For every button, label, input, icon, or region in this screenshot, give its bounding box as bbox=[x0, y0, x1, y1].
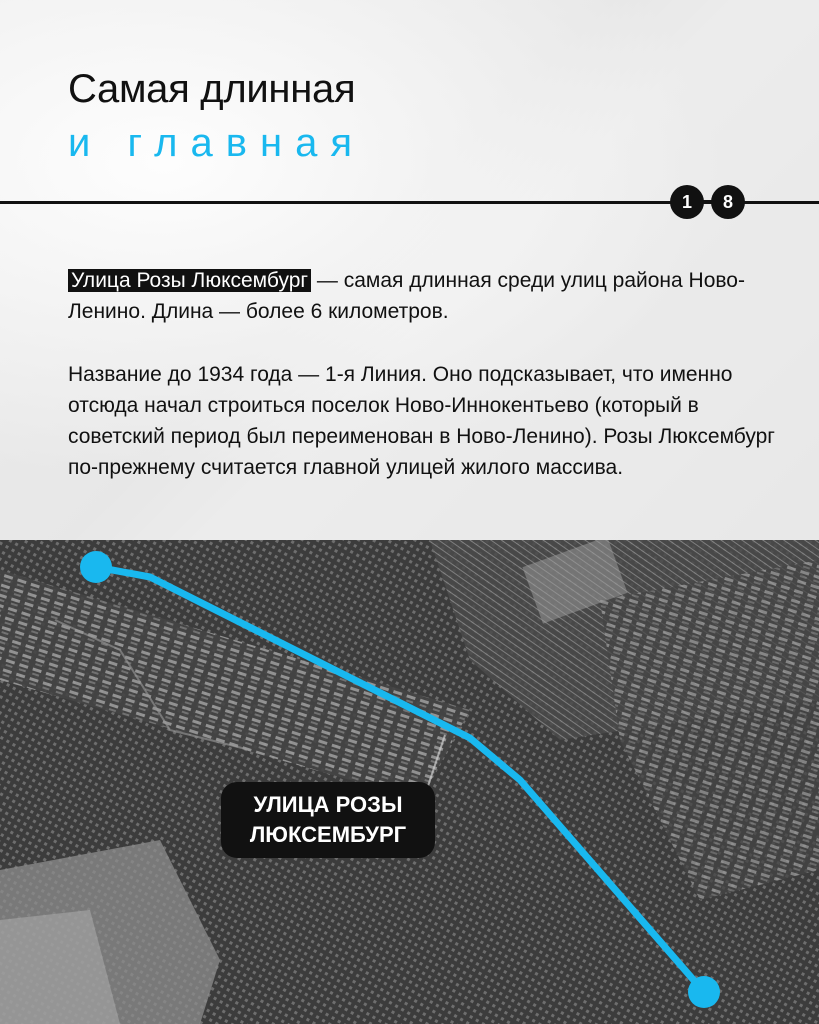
map-label-line-1: УЛИЦА РОЗЫ bbox=[253, 792, 403, 817]
street-name-highlight: Улица Розы Люксембург bbox=[68, 269, 311, 292]
pager-current: 1 bbox=[670, 185, 704, 219]
pager-total: 8 bbox=[711, 185, 745, 219]
page-title: Самая длинная bbox=[68, 67, 356, 111]
paragraph-2: Название до 1934 года — 1-я Линия. Оно подсказывает, что именно отсюда начал строиться поселок Ново-Иннокентьево (который в советский период был переименован в Ново-Ленино). Розы Люксембург по-прежнему считается главной улицей жилого массива. bbox=[68, 363, 775, 479]
page-subtitle: и главная bbox=[68, 121, 365, 165]
paragraph-1-text: — самая длинная среди улиц района Ново-Ленино. Длина — более 6 километров. bbox=[68, 269, 745, 323]
route-start-marker bbox=[80, 551, 112, 583]
page-indicator bbox=[670, 185, 745, 219]
paragraph-1 bbox=[68, 265, 788, 327]
map-label-line-2: ЛЮКСЕМБУРГ bbox=[249, 822, 407, 847]
map-street-label bbox=[221, 782, 435, 858]
route-end-marker bbox=[688, 976, 720, 1008]
